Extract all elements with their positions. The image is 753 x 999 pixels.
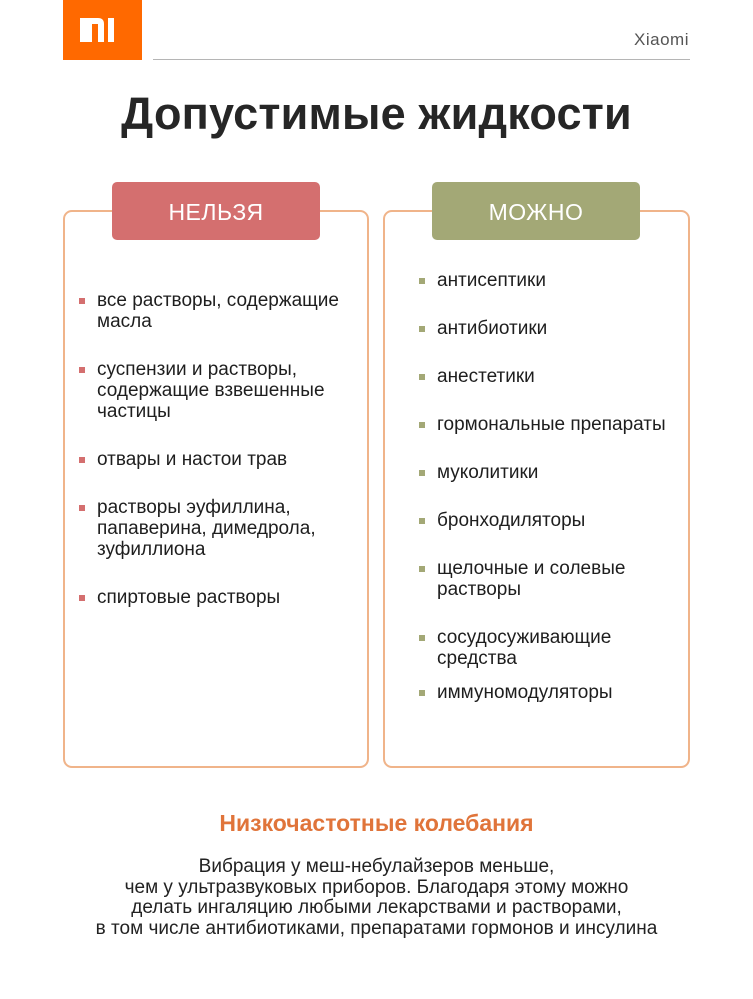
square-bullet-icon [419, 635, 425, 641]
square-bullet-icon [419, 374, 425, 380]
list-item: иммуномодуляторы [419, 682, 689, 703]
list-item: спиртовые растворы [79, 587, 365, 608]
list-item: щелочные и солевые растворы [419, 558, 689, 600]
square-bullet-icon [419, 278, 425, 284]
description-line: чем у ультразвуковых приборов. Благодаря этому можно [124, 876, 629, 898]
page-title: Допустимые жидкости [121, 88, 632, 139]
forbidden-label: НЕЛЬЗЯ [112, 182, 320, 240]
list-item: муколитики [419, 462, 689, 483]
square-bullet-icon [79, 298, 85, 304]
allowed-label: МОЖНО [432, 182, 640, 240]
list-item: антибиотики [419, 318, 689, 339]
mi-logo-icon [78, 16, 128, 44]
square-bullet-icon [79, 595, 85, 601]
list-item: все растворы, содержащие масла [79, 290, 365, 332]
forbidden-list [79, 290, 365, 635]
list-item: анестетики [419, 366, 689, 387]
allowed-list [419, 270, 689, 730]
square-bullet-icon [79, 505, 85, 511]
square-bullet-icon [79, 367, 85, 373]
list-item: сосудосуживающие средства [419, 627, 689, 669]
list-item: бронходиляторы [419, 510, 689, 531]
header-divider [153, 59, 690, 60]
description-text [0, 857, 753, 939]
allowed-card [383, 199, 690, 768]
square-bullet-icon [419, 690, 425, 696]
list-item: растворы эуфиллина, папаверина, димедрола, зуфиллиона [79, 497, 365, 560]
brand-logo [63, 0, 142, 60]
list-item: гормональные препараты [419, 414, 689, 435]
description-line: делать ингаляцию любыми лекарствами и растворами, [131, 897, 622, 918]
description-line: Вибрация у меш-небулайзеров меньше, [198, 856, 555, 877]
list-item: суспензии и растворы, содержащие взвешенные частицы [79, 359, 365, 422]
section-subtitle: Низкочастотные колебания [219, 810, 534, 836]
forbidden-card [63, 199, 369, 768]
brand-name: Xiaomi [634, 30, 689, 49]
square-bullet-icon [419, 422, 425, 428]
list-item: антисептики [419, 270, 689, 291]
description-line: в том числе антибиотиками, препаратами гормонов и инсулина [95, 917, 658, 939]
square-bullet-icon [419, 326, 425, 332]
square-bullet-icon [419, 518, 425, 524]
square-bullet-icon [419, 566, 425, 572]
square-bullet-icon [419, 470, 425, 476]
list-item: отвары и настои трав [79, 449, 365, 470]
square-bullet-icon [79, 457, 85, 463]
